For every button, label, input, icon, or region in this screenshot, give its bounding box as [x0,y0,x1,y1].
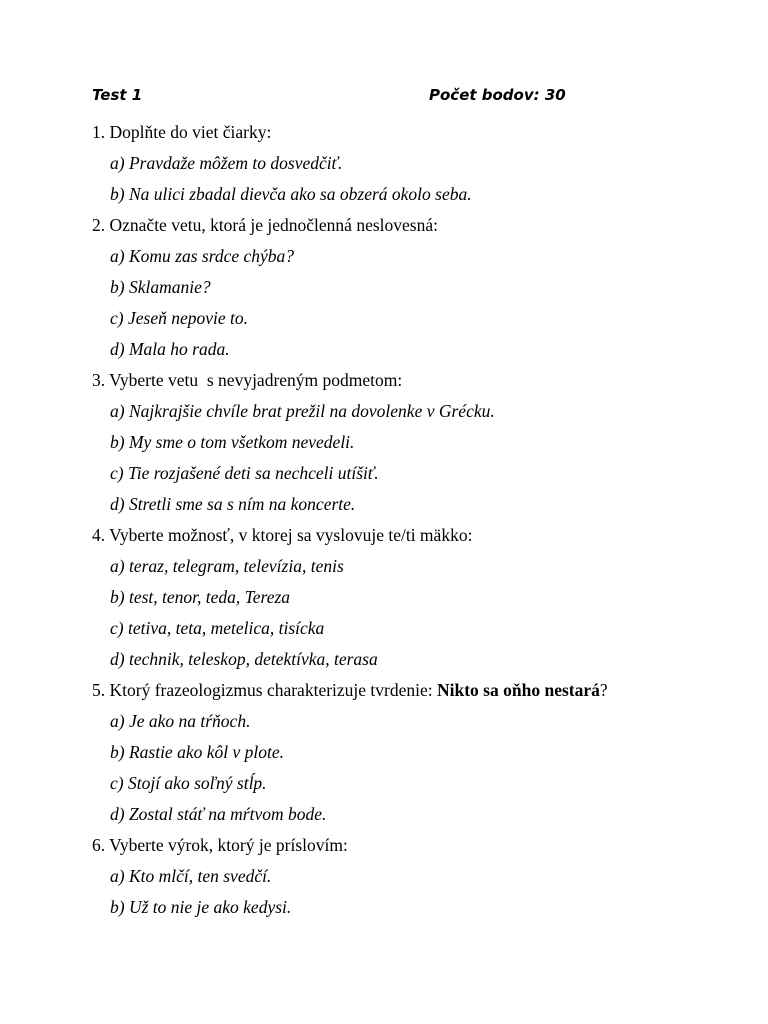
test-title: Test 1 [92,86,143,104]
question-5-option-c: c) Stojí ako soľný stĺp. [110,773,267,793]
question-2-option-d: d) Mala ho rada. [110,339,230,359]
question-5-option-d: d) Zostal stáť na mŕtvom bode. [110,804,327,824]
question-6-option-b: b) Už to nie je ako kedysi. [110,897,292,917]
question-4-option-c: c) tetiva, teta, metelica, tisícka [110,618,325,638]
question-6-option-a: a) Kto mlčí, ten svedčí. [110,866,272,886]
question-3-option-c: c) Tie rozjašené deti sa nechceli utíšiť. [110,463,379,483]
question-5-option-b: b) Rastie ako kôl v plote. [110,742,284,762]
question-3: 3. Vyberte vetu s nevyjadreným podmetom: [92,370,403,390]
question-5 [92,675,732,706]
question-5-text-before: 5. Ktorý frazeologizmus charakterizuje tvrdenie: [92,680,437,700]
question-5-text-after: ? [599,680,608,700]
question-4-option-a: a) teraz, telegram, televízia, tenis [110,556,344,576]
question-3-option-b: b) My sme o tom všetkom nevedeli. [110,432,355,452]
question-1-option-b: b) Na ulici zbadal dievča ako sa obzerá okolo seba. [110,184,472,204]
question-2: 2. Označte vetu, ktorá je jednočlenná neslovesná: [92,215,438,235]
points-total: Počet bodov: 30 [429,86,566,104]
question-1-option-a: a) Pravdaže môžem to dosvedčiť. [110,153,343,173]
question-2-option-c: c) Jeseň nepovie to. [110,308,248,328]
question-5-statement: Nikto sa oňho nestará [437,680,600,700]
question-5-option-a: a) Je ako na tŕňoch. [110,711,251,731]
test-questions [92,117,732,923]
test-header [92,86,692,108]
question-6: 6. Vyberte výrok, ktorý je príslovím: [92,835,348,855]
question-3-option-d: d) Stretli sme sa s ním na koncerte. [110,494,356,514]
question-3-option-a: a) Najkrajšie chvíle brat prežil na dovolenke v Grécku. [110,401,495,421]
question-4-option-b: b) test, tenor, teda, Tereza [110,587,291,607]
question-4: 4. Vyberte možnosť, v ktorej sa vyslovuje te/ti mäkko: [92,525,473,545]
question-2-option-b: b) Sklamanie? [110,277,211,297]
question-2-option-a: a) Komu zas srdce chýba? [110,246,295,266]
question-4-option-d: d) technik, teleskop, detektívka, terasa [110,649,378,669]
question-1: 1. Doplňte do viet čiarky: [92,122,272,142]
